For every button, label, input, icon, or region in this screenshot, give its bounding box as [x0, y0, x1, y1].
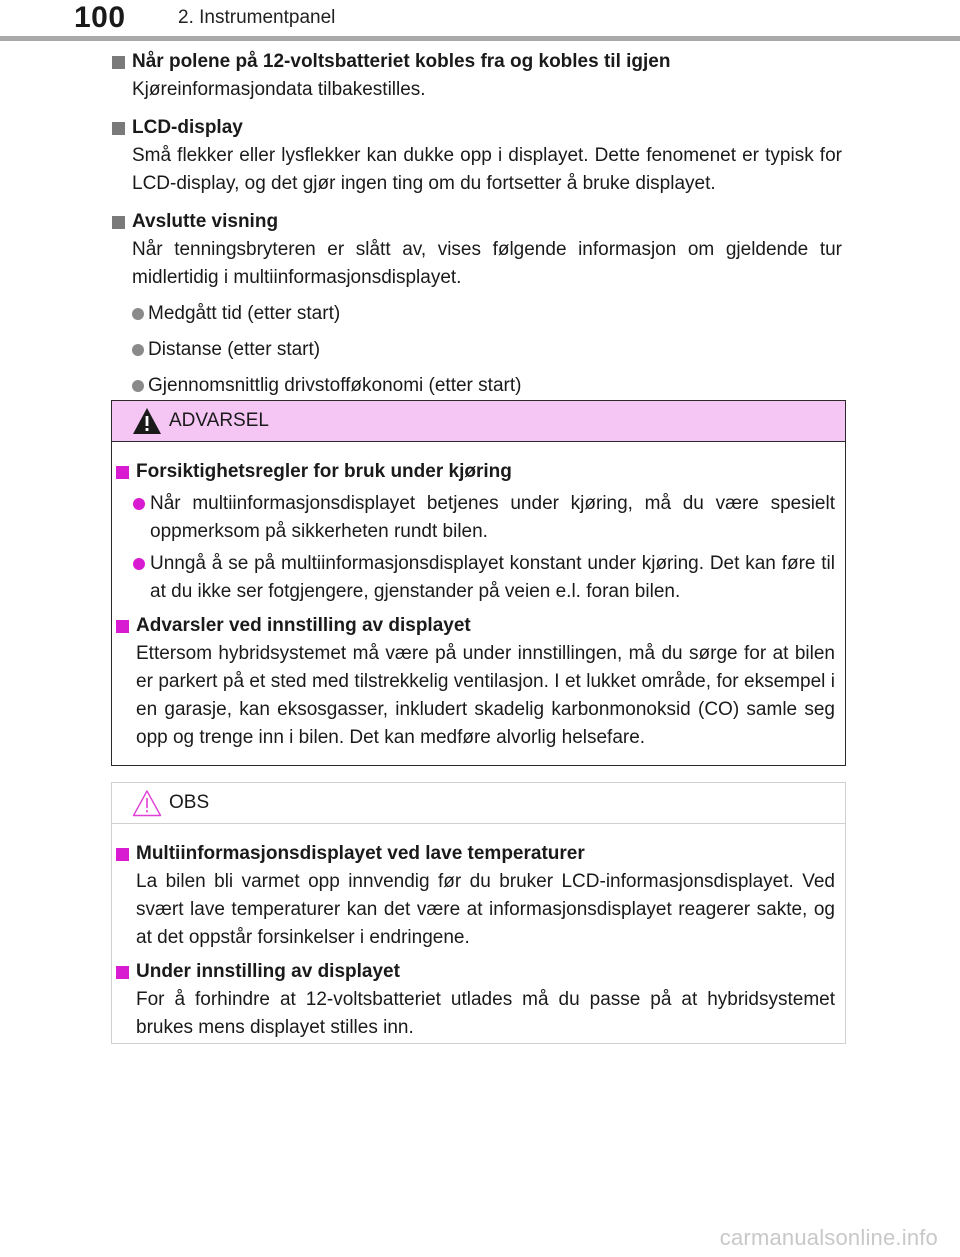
notice-box-title: OBS — [169, 792, 210, 813]
section-lcd-display — [112, 114, 842, 198]
section-text: Små flekker eller lysflekker kan dukke opp i displayet. Dette fenomenet er typisk for LCD-display, og det gjør ingen ting om du fortsetter å bruke displayet. — [132, 145, 842, 194]
warning-box-body — [112, 442, 845, 752]
list-item: Når multiinformasjonsdisplayet betjenes under kjøring, må du være spesielt oppmerksom på sikkerheten rundt bilen. — [116, 490, 835, 546]
section-text: Ettersom hybridsystemet må være på under innstillingen, må du sørge for at bilen er parkert på et sted med tilstrekkelig ventilasjon. I et lukket område, for eksempel i en garasje, kan eksosgasser, inkludert skadelig karbonmonoksid (CO) samle seg opp og trenge inn i bilen. Det kan medføre alvorlig helsefare. — [136, 643, 835, 748]
notice-triangle-outline-icon — [132, 789, 162, 817]
header-rule — [0, 36, 960, 41]
square-bullet-icon — [112, 122, 125, 135]
notice-box-header — [112, 783, 845, 824]
bullet-dot-icon — [132, 308, 144, 320]
page-header — [0, 0, 960, 44]
warning-section-driving — [116, 458, 835, 606]
section-heading: Forsiktighetsregler for bruk under kjøring — [116, 458, 835, 486]
section-battery-reset — [112, 48, 842, 104]
square-bullet-icon — [116, 620, 129, 633]
bullet-dot-icon — [132, 344, 144, 356]
square-bullet-icon — [112, 56, 125, 69]
section-heading: Under innstilling av displayet — [116, 958, 835, 986]
warning-triangle-icon — [132, 407, 162, 435]
section-end-display — [112, 208, 842, 400]
bullet-dot-icon — [133, 558, 145, 570]
notice-box — [111, 782, 846, 1044]
section-heading: LCD-display — [112, 114, 842, 142]
section-text: Kjøreinformasjondata tilbakestilles. — [132, 79, 426, 100]
section-text: For å forhindre at 12-voltsbatteriet utlades må du passe på at hybridsystemet brukes mens displayet stilles inn. — [136, 989, 835, 1038]
list-item: Medgått tid (etter start) — [112, 300, 842, 328]
section-heading: Multiinformasjonsdisplayet ved lave temperaturer — [116, 840, 835, 868]
section-heading: Avslutte visning — [112, 208, 842, 236]
bullet-dot-icon — [133, 498, 145, 510]
section-text: La bilen bli varmet opp innvendig før du bruker LCD-informasjonsdisplayet. Ved svært lave temperaturer kan det være at informasjonsdisplayet reagerer sakte, og at det oppstår forsinkelser i endringene. — [136, 871, 835, 948]
list-item: Distanse (etter start) — [112, 336, 842, 364]
square-bullet-icon — [116, 466, 129, 479]
square-bullet-icon — [116, 966, 129, 979]
notice-box-body — [112, 824, 845, 1042]
warning-section-settings — [116, 612, 835, 752]
section-heading: Advarsler ved innstilling av displayet — [116, 612, 835, 640]
notice-section-low-temp — [116, 840, 835, 952]
warning-box-header — [112, 401, 845, 442]
square-bullet-icon — [112, 216, 125, 229]
list-item: Gjennomsnittlig drivstofføkonomi (etter start) — [112, 372, 842, 400]
bullet-dot-icon — [132, 380, 144, 392]
warning-box — [111, 400, 846, 766]
list-item: Unngå å se på multiinformasjonsdisplayet konstant under kjøring. Det kan føre til at du ikke ser fotgjengere, gjenstander på veien e.l. foran bilen. — [116, 550, 835, 606]
section-text: Når tenningsbryteren er slått av, vises følgende informasjon om gjeldende tur midlertidig i multiinformasjonsdisplayet. — [132, 239, 842, 288]
main-content — [112, 48, 842, 410]
warning-box-title: ADVARSEL — [169, 410, 269, 431]
section-heading: Når polene på 12-voltsbatteriet kobles fra og kobles til igjen — [112, 48, 842, 76]
page-number: 100 — [74, 1, 126, 34]
square-bullet-icon — [116, 848, 129, 861]
watermark: carmanualsonline.info — [719, 1225, 938, 1250]
notice-section-settings — [116, 958, 835, 1042]
chapter-title: 2. Instrumentpanel — [178, 7, 336, 28]
